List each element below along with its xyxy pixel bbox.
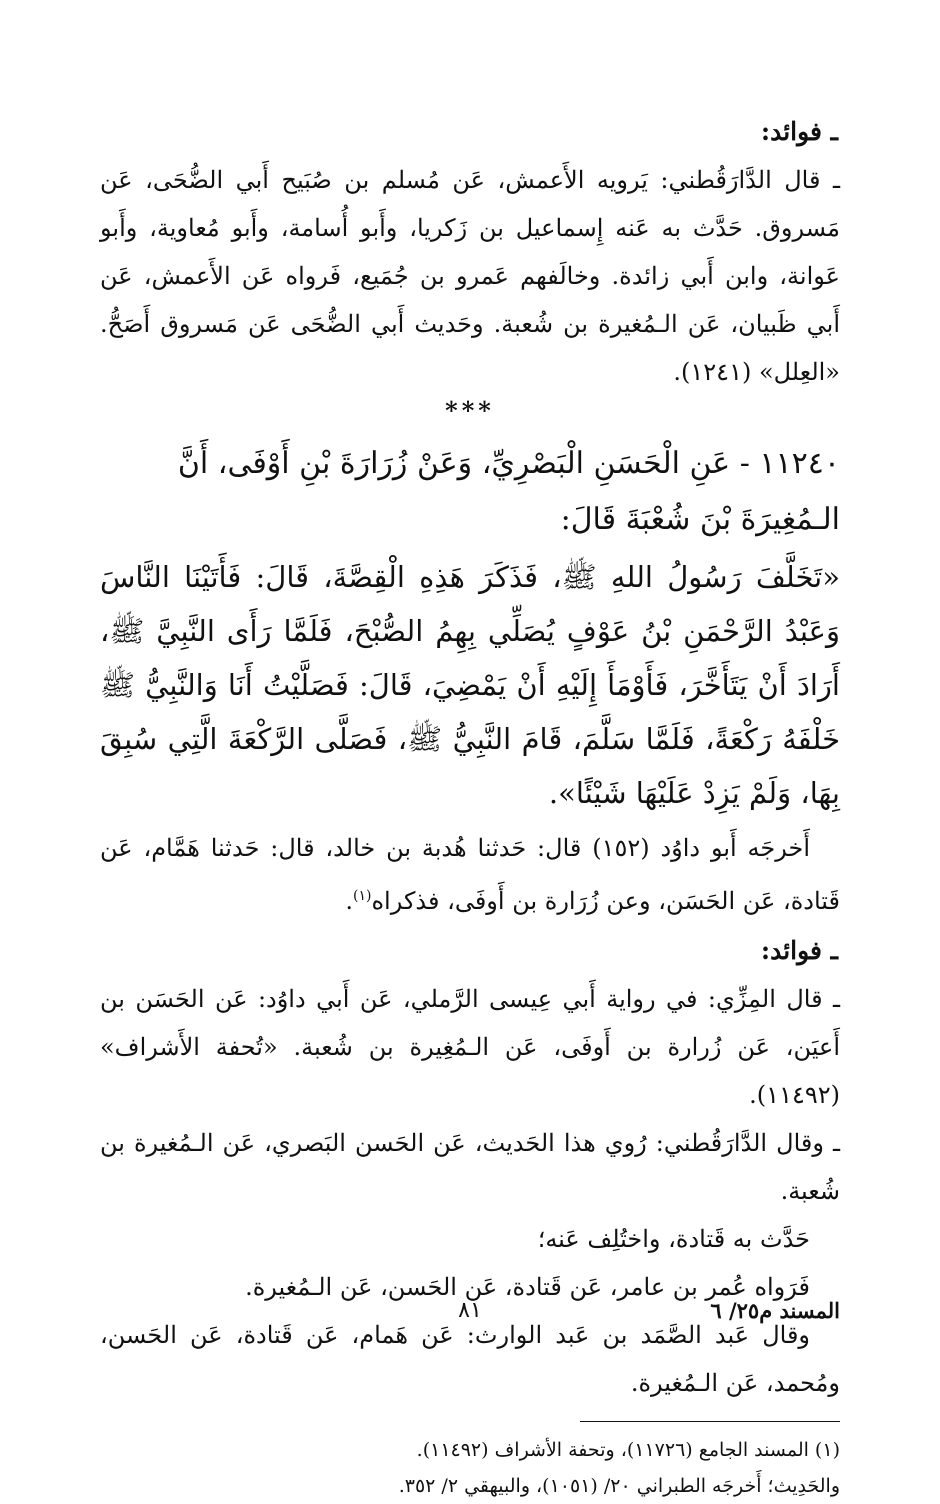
book-reference: المسند م٢٥/ ٦ [710,1298,840,1323]
page-number: ٨١ [458,1298,482,1323]
mizzi-note: ـ قال المِزِّي: في رواية أَبي عِيسى الرَّملي، عَن أَبي داوُد: عَن الحَسَن بن أَعيَن، عَن زُرارة بن أَوفَى، عَن الـمُغِيرة بن شُعبة. «تُحفة الأَشراف» (١١٤٩٢). [100,985,840,1109]
daraqutni-note-2: ـ وقال الدَّارَقُطني: رُوي هذا الحَديث، عَن الحَسن البَصري، عَن الـمُغيرة بن شُعبة. [100,1129,840,1205]
page-footer [100,1298,840,1338]
footnote-marker[interactable]: (١) [353,888,372,904]
footnote-1: (١) المسند الجامع (١١٧٢٦)، وتحفة الأشراف (١١٤٩٢). [416,1439,840,1461]
hadith-takhrij [100,824,840,925]
benefits-section-1 [100,112,840,396]
takhrij-end: . [345,887,353,915]
qatada-note: حَدَّث به قَتادة، واختُلِف عَنه؛ [537,1225,810,1253]
hadith-block [100,436,840,925]
footnotes [100,1432,840,1504]
abdussamad-note: وقال عَبد الصَّمَد بن عَبد الوارث: عَن هَمام، عَن قَتادة، عَن الحَسن، ومُحمد، عَن الـمُغيرة. [100,1321,840,1397]
hadith-text: «تَخَلَّفَ رَسُولُ اللهِ ﷺ، فَذَكَرَ هَذِهِ الْقِصَّةَ، قَالَ: فَأَتَيْنَا النَّاسَ وَعَبْدُ الرَّحْمَنِ بْنُ عَوْفٍ يُصَلِّي بِهِمُ الصُّبْحَ، فَلَمَّا رَأَى النَّبِيَّ ﷺ، أَرَادَ أَنْ يَتَأَخَّرَ، فَأَوْمَأَ إِلَيْهِ أَنْ يَمْضِيَ، قَالَ: فَصَلَّيْتُ أَنَا وَالنَّبِيُّ ﷺ خَلْفَهُ رَكْعَةً، فَلَمَّا سَلَّمَ، قَامَ النَّبِيُّ ﷺ، فَصَلَّى الرَّكْعَةَ الَّتِي سُبِقَ بِهَا، وَلَمْ يَزِدْ عَلَيْهَا شَيْئًا». [100,560,840,810]
page-body [100,112,840,1497]
umar-note: فَرَواه عُمر بن عامر، عَن قَتادة، عَن الحَسن، عَن الـمُغيرة. [245,1273,810,1301]
hadith-header: ١١٢٤٠ - عَنِ الْحَسَنِ الْبَصْرِيِّ، وَعَنْ زُرَارَةَ بْنِ أَوْفَى، أَنَّ الـمُغِيرَةَ بْنَ شُعْبَةَ قَالَ: [177,446,840,537]
benefits-heading: ـ فوائد: [760,117,838,146]
benefits-heading-2: ـ فوائد: [760,936,838,965]
footnote-divider [580,1421,840,1422]
section-separator: *** [445,396,495,425]
daraqutni-note: ـ قال الدَّارَقُطني: يَرويه الأَعمش، عَن مُسلم بن صُبَيح أَبي الضُّحَى، عَن مَسروق. حَدَّث به عَنه إِسماعيل بن زَكريا، وأَبو أُسامة، وأَبو مُعاوية، وأَبو عَوانة، وابن أَبي زائدة. وخالَفهم عَمرو بن جُمَيع، فَرواه عَن الأَعمش، عَن أَبي ظَبيان، عَن الـمُغيرة بن شُعبة. وحَديث أَبي الضُّحَى عَن مَسروق أَصَحُّ. «العِلل» (١٢٤١). [100,166,840,386]
takhrij-text: أَخرجَه أَبو داوُد (١٥٢) قال: حَدثنا هُدبة بن خالد، قال: حَدثنا هَمَّام، عَن قَتادة، عَن الحَسَن، وعن زُرَارة بن أَوفَى، فذكراه [100,834,840,915]
footnote-2: والحَدِيث؛ أَخرجَه الطبراني ٢٠/ (١٠٥١)، والبيهقي ٢/ ٣٥٢. [398,1475,840,1497]
